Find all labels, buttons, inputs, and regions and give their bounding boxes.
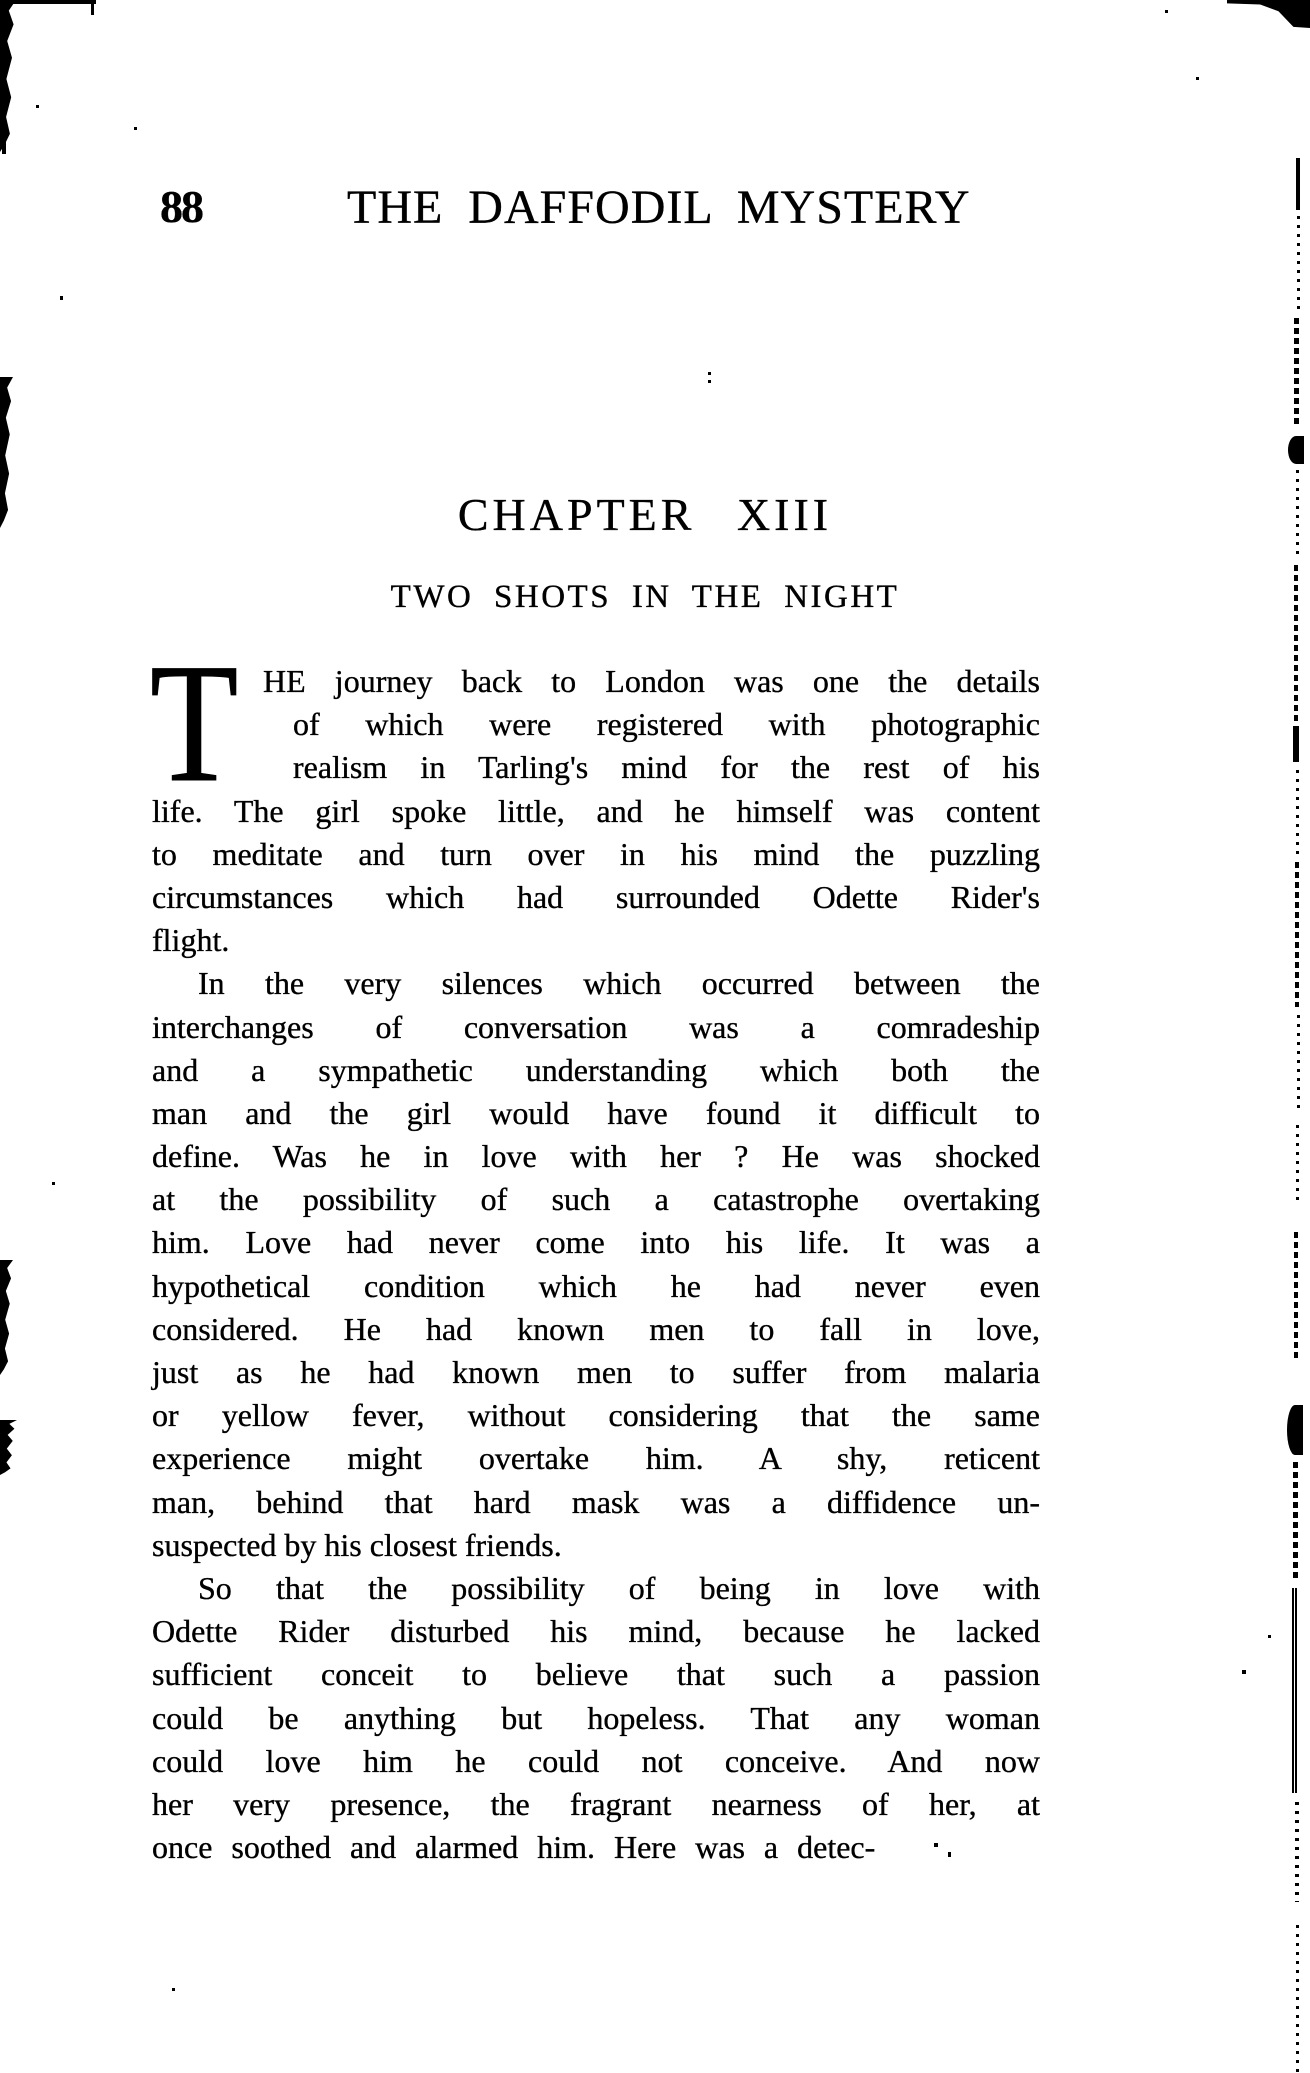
text-line: just as he had known men to suffer from malaria <box>152 1354 1040 1390</box>
scan-speck <box>1268 1635 1271 1638</box>
scan-edge-artifact <box>1296 1125 1299 1205</box>
text-line: or yellow fever, without considering that the same <box>152 1397 1040 1434</box>
scan-edge-artifact <box>91 2 94 15</box>
chapter-subtitle: TWO SHOTS IN THE NIGHT <box>390 579 900 615</box>
text-line: Odette Rider disturbed his mind, because he lacked <box>152 1613 1040 1650</box>
text-line: flight. <box>152 922 230 959</box>
scan-speck <box>172 1988 175 1991</box>
text-line: suspected by his closest friends. <box>152 1526 562 1563</box>
text-line: him. Love had never come into his life. It was a <box>152 1224 1040 1261</box>
scan-edge-artifact <box>1292 1588 1299 1793</box>
scan-edge-artifact <box>0 377 13 528</box>
text-line: realism in Tarling's mind for the rest of his <box>293 749 1040 786</box>
scan-speck <box>1196 77 1199 80</box>
chapter-heading: CHAPTER XIII <box>457 489 833 540</box>
scan-speck <box>708 380 711 383</box>
scan-speck <box>60 296 63 300</box>
scan-edge-artifact <box>0 0 96 4</box>
text-line: life. The girl spoke little, and he himself was content <box>152 792 1040 829</box>
scan-edge-artifact <box>1227 0 1310 28</box>
scan-speck <box>1242 1670 1246 1674</box>
scan-edge-artifact <box>1287 1405 1303 1455</box>
scan-speck <box>948 1852 951 1857</box>
text-line: and a sympathetic understanding which both the <box>152 1051 1040 1088</box>
drop-cap: T <box>150 629 239 817</box>
scan-edge-artifact <box>2 140 6 154</box>
text-line: could love him he could not conceive. And now <box>152 1742 1040 1779</box>
text-line: hypothetical condition which he had never even <box>152 1267 1040 1304</box>
body-text <box>152 660 1040 1869</box>
text-line: of which were registered with photographic <box>293 706 1040 743</box>
text-line: interchanges of conversation was a comradeship <box>152 1008 1040 1045</box>
scan-edge-artifact <box>1294 1232 1298 1362</box>
running-title: THE DAFFODIL MYSTERY <box>347 181 971 234</box>
scan-speck <box>708 372 711 375</box>
scan-edge-artifact <box>0 0 16 152</box>
scan-edge-artifact <box>1295 862 1299 1007</box>
scan-edge-artifact <box>1295 1802 1299 1902</box>
scan-edge-artifact <box>1296 1925 1299 2073</box>
scan-speck <box>1165 10 1168 13</box>
text-line: considered. He had known men to fall in love, <box>152 1310 1040 1347</box>
text-line: HE journey back to London was one the details <box>263 663 1040 699</box>
text-line: at the possibility of such a catastrophe overtaking <box>152 1181 1040 1218</box>
text-line: to meditate and turn over in his mind the puzzling <box>152 835 1040 872</box>
text-line: once soothed and alarmed him. Here was a detec- <box>152 1829 876 1866</box>
scan-speck <box>36 105 39 108</box>
text-line: define. Was he in love with her ? He was shocked <box>152 1138 1040 1175</box>
scan-speck <box>134 127 137 130</box>
scan-edge-artifact <box>0 1420 17 1475</box>
scan-edge-artifact <box>1294 565 1298 725</box>
scan-edge-artifact <box>0 1260 13 1375</box>
text-line: circumstances which had surrounded Odette Rider's <box>152 878 1040 915</box>
text-line: her very presence, the fragrant nearness of her, at <box>152 1785 1040 1822</box>
scan-edge-artifact <box>1288 436 1304 464</box>
text-line: So that the possibility of being in love with <box>198 1569 1040 1606</box>
scan-edge-artifact <box>1297 216 1300 311</box>
scan-speck <box>934 1843 938 1847</box>
scan-speck <box>52 1182 55 1185</box>
scan-edge-artifact <box>1296 770 1299 855</box>
scan-edge-artifact <box>1296 470 1299 560</box>
text-line: could be anything but hopeless. That any woman <box>152 1699 1040 1736</box>
text-line: experience might overtake him. A shy, reticent <box>152 1440 1040 1477</box>
scan-edge-artifact <box>1297 1015 1300 1110</box>
scan-edge-artifact <box>1294 318 1299 428</box>
scan-edge-artifact <box>1293 1462 1298 1582</box>
scan-edge-artifact <box>1296 158 1300 210</box>
page-number: 88 <box>160 181 202 232</box>
text-line: sufficient conceit to believe that such a passion <box>152 1656 1040 1693</box>
scan-edge-artifact <box>1293 726 1299 762</box>
text-line: man and the girl would have found it difficult to <box>152 1094 1040 1131</box>
text-line: man, behind that hard mask was a diffidence un- <box>152 1483 1040 1520</box>
text-line: In the very silences which occurred between the <box>198 965 1040 1002</box>
